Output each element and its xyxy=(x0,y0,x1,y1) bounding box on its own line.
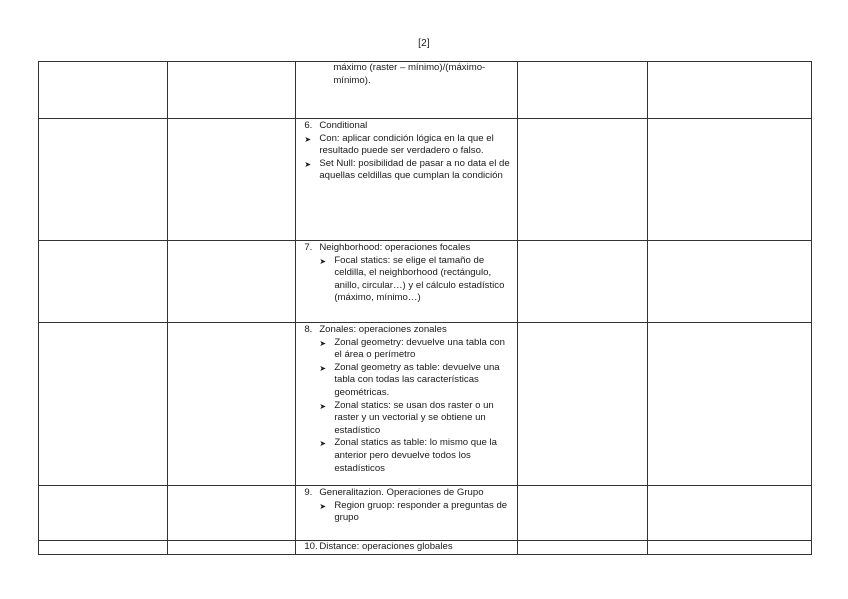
table-row xyxy=(39,119,812,241)
arrowhead-bullet-icon: ➤ xyxy=(319,439,327,449)
bullet-text: Zonal statics as table: lo mismo que la anterior pero devuelve todos los estadísticos xyxy=(334,437,497,474)
list-item xyxy=(319,400,511,438)
item-title: Distance: operaciones globales xyxy=(319,541,453,552)
table-cell xyxy=(518,62,648,119)
item-title: Zonales: operaciones zonales xyxy=(319,324,447,335)
table-cell xyxy=(296,323,518,486)
continuation-text: máximo (raster – mínimo)/(máximo-mínimo). xyxy=(333,62,486,86)
table-cell xyxy=(296,486,518,541)
list-item xyxy=(319,362,511,400)
table-cell xyxy=(296,119,518,241)
numbered-item xyxy=(304,541,511,554)
numbered-item xyxy=(304,487,511,500)
bullet-text: Zonal geometry: devuelve una tabla con el área o perímetro xyxy=(334,336,505,361)
bullet-list xyxy=(304,337,511,476)
table-cell xyxy=(39,119,168,241)
table-cell xyxy=(518,486,648,541)
table-cell xyxy=(648,323,812,486)
table-cell xyxy=(518,323,648,486)
table-cell xyxy=(296,62,518,119)
list-item xyxy=(319,437,511,475)
table-cell xyxy=(168,241,296,323)
bullet-text: Focal statics: se elige el tamaño de celdilla, el neighborhood (rectángulo, anillo, circular…) y el cálculo estadístico (máximo, mínimo…) xyxy=(334,254,505,304)
table-cell xyxy=(168,323,296,486)
list-item xyxy=(319,500,511,525)
table-row xyxy=(39,541,812,555)
item-number: 9. xyxy=(304,487,313,498)
table-cell xyxy=(39,486,168,541)
item-title: Neighborhood: operaciones focales xyxy=(319,242,471,253)
numbered-item xyxy=(304,120,511,133)
table-cell xyxy=(296,541,518,555)
table-row xyxy=(39,486,812,541)
table-cell xyxy=(168,486,296,541)
table-cell xyxy=(39,323,168,486)
table-cell xyxy=(39,62,168,119)
bullet-text: Region gruop: responder a preguntas de grupo xyxy=(334,499,508,524)
arrowhead-bullet-icon: ➤ xyxy=(319,256,327,266)
table-cell xyxy=(168,541,296,555)
table-cell xyxy=(518,541,648,555)
content-table xyxy=(38,61,812,555)
bullet-text: Set Null: posibilidad de pasar a no data el de aquellas celdillas que cumplan la condición xyxy=(319,157,510,182)
item-title: Generalitazion. Operaciones de Grupo xyxy=(319,487,484,498)
table-row xyxy=(39,241,812,323)
table-row xyxy=(39,62,812,119)
item-number: 10. xyxy=(304,541,318,552)
item-title: Conditional xyxy=(319,120,368,131)
arrowhead-bullet-icon: ➤ xyxy=(319,338,327,348)
table-cell xyxy=(648,241,812,323)
arrowhead-bullet-icon: ➤ xyxy=(319,501,327,511)
bullet-text: Zonal statics: se usan dos raster o un raster y un vectorial y se obtiene un estadístico xyxy=(334,399,494,436)
item-number: 8. xyxy=(304,324,313,335)
bullet-text: Con: aplicar condición lógica en la que el resultado puede ser verdadero o falso. xyxy=(319,132,494,157)
list-item xyxy=(319,255,511,305)
table-cell xyxy=(648,119,812,241)
table-cell xyxy=(168,119,296,241)
item-number: 6. xyxy=(304,120,313,131)
table-cell xyxy=(296,241,518,323)
item-number: 7. xyxy=(304,242,313,253)
arrowhead-bullet-icon: ➤ xyxy=(304,159,312,169)
table-cell xyxy=(518,241,648,323)
numbered-item xyxy=(304,242,511,255)
table-cell xyxy=(518,119,648,241)
table-cell xyxy=(648,541,812,555)
bullet-list xyxy=(304,500,511,525)
table-row xyxy=(39,323,812,486)
arrowhead-bullet-icon: ➤ xyxy=(319,363,327,373)
table-cell xyxy=(39,541,168,555)
table-cell xyxy=(39,241,168,323)
bullet-list xyxy=(304,133,511,183)
table-cell xyxy=(648,62,812,119)
arrowhead-bullet-icon: ➤ xyxy=(319,401,327,411)
bullet-list xyxy=(304,255,511,305)
list-item xyxy=(304,158,511,183)
page-number: [2] xyxy=(418,38,430,49)
table-cell xyxy=(168,62,296,119)
numbered-item xyxy=(304,324,511,337)
list-item xyxy=(304,133,511,158)
table-cell xyxy=(648,486,812,541)
bullet-text: Zonal geometry as table: devuelve una tabla con todas las características geométricas. xyxy=(334,361,500,398)
list-item xyxy=(319,337,511,362)
arrowhead-bullet-icon: ➤ xyxy=(304,134,312,144)
